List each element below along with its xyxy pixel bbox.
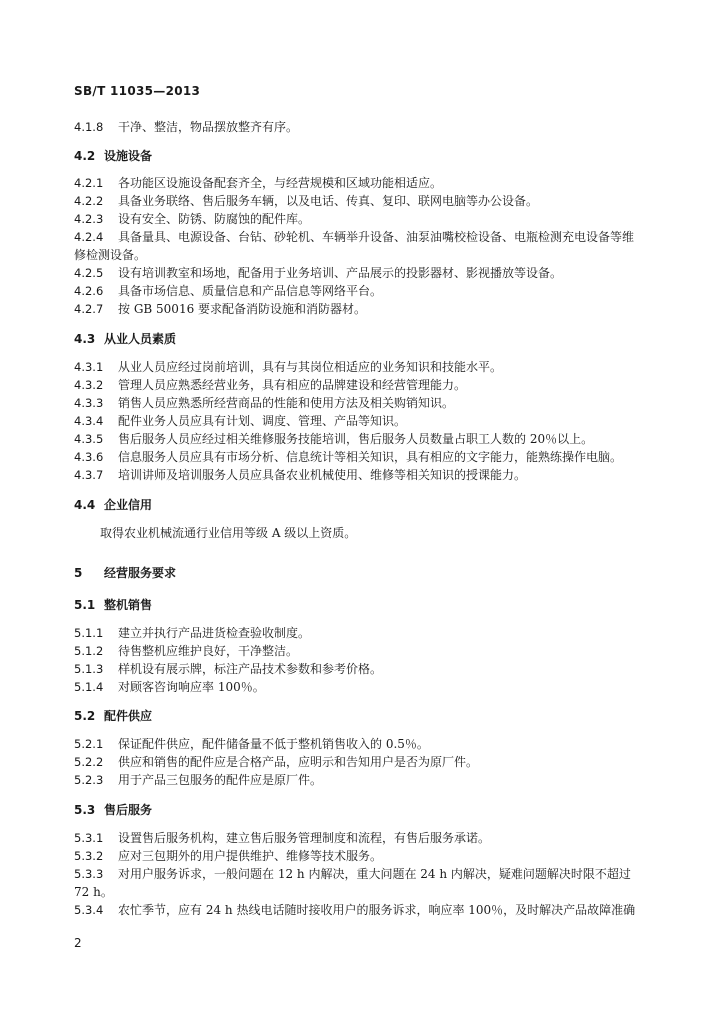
- clause-text: 农忙季节，应有 24 h 热线电话随时接收用户的服务诉求，响应率 100％，及时解决产品故障准确: [118, 903, 636, 917]
- clause-line: [74, 193, 654, 209]
- page-number: 2: [74, 936, 82, 950]
- clause-number: 4.3.6: [74, 450, 104, 464]
- heading-text: 整机销售: [104, 598, 153, 612]
- clause-line: [74, 866, 654, 882]
- section-heading: [74, 597, 654, 613]
- clause-number: 4.3.5: [74, 432, 104, 446]
- heading-text: 从业人员素质: [104, 332, 177, 346]
- clause-line: [74, 175, 654, 191]
- clause-text-line: [74, 884, 654, 900]
- clause-number: 4.2.7: [74, 302, 104, 316]
- clause-line: [74, 848, 654, 864]
- clause-line: [74, 643, 654, 659]
- clause-text: 各功能区设施设备配套齐全，与经营规模和区域功能相适应。: [118, 176, 443, 190]
- clause-text: 按 GB 50016 要求配备消防设施和消防器材。: [118, 302, 367, 316]
- clause-number: 4.3.3: [74, 396, 104, 410]
- standard-code: SB/T 11035—2013: [74, 84, 201, 98]
- clause-text: 待售整机应维护良好，干净整洁。: [118, 644, 299, 658]
- clause-text: 72 h。: [74, 885, 113, 899]
- clause-number: 5.3.4: [74, 903, 104, 917]
- clause-number: 5.1.2: [74, 644, 104, 658]
- clause-number: 4.2.1: [74, 176, 104, 190]
- clause-line: [74, 395, 654, 411]
- clause-text: 具备业务联络、售后服务车辆，以及电话、传真、复印、联网电脑等办公设备。: [118, 194, 539, 208]
- clause-number: 5.2: [74, 709, 96, 723]
- clause-text: 对用户服务诉求，一般问题在 12 h 内解决，重大问题在 24 h 内解决，疑难问题解决时限不超过: [118, 867, 631, 881]
- clause-line: [74, 679, 654, 695]
- clause-text: 取得农业机械流通行业信用等级 A 级以上资质。: [100, 526, 357, 540]
- clause-text: 具备量具、电源设备、台钻、砂轮机、车辆举升设备、油泵油嘴校检设备、电瓶检测充电设备等维: [118, 230, 635, 244]
- clause-number: 5.3.3: [74, 867, 104, 881]
- clause-text: 应对三包期外的用户提供维护、维修等技术服务。: [118, 849, 383, 863]
- clause-line: [74, 377, 654, 393]
- clause-text: 培训讲师及培训服务人员应具备农业机械使用、维修等相关知识的授课能力。: [118, 468, 527, 482]
- clause-text: 售后服务人员应经过相关维修服务技能培训，售后服务人员数量占职工人数的 20％以上。: [118, 432, 594, 446]
- clause-line: [74, 265, 654, 281]
- clause-text: 保证配件供应，配件储备量不低于整机销售收入的 0.5％。: [118, 737, 429, 751]
- clause-text: 修检测设备。: [74, 248, 147, 262]
- clause-text: 建立并执行产品进货检查验收制度。: [118, 626, 311, 640]
- clause-text: 具备市场信息、质量信息和产品信息等网络平台。: [118, 284, 383, 298]
- clause-number: 5.1.1: [74, 626, 104, 640]
- clause-line: [74, 359, 654, 375]
- clause-text: 设有安全、防锈、防腐蚀的配件库。: [118, 212, 311, 226]
- clause-number: 4.3.7: [74, 468, 104, 482]
- clause-line: [74, 902, 654, 918]
- clause-line: [74, 301, 654, 317]
- clause-line: [74, 772, 654, 788]
- clause-text: 销售人员应熟悉所经营商品的性能和使用方法及相关购销知识。: [118, 396, 455, 410]
- clause-line: [74, 119, 654, 135]
- clause-number: 5.2.2: [74, 755, 104, 769]
- clause-number: 5.3.2: [74, 849, 104, 863]
- clause-text: 从业人员应经过岗前培训，具有与其岗位相适应的业务知识和技能水平。: [118, 360, 503, 374]
- clause-line: [74, 467, 654, 483]
- clause-text: 信息服务人员应具有市场分析、信息统计等相关知识，具有相应的文字能力，能熟练操作电脑。: [118, 450, 623, 464]
- section-heading: [74, 565, 654, 581]
- clause-number: 4.2.2: [74, 194, 104, 208]
- section-heading: [74, 708, 654, 724]
- clause-text-line: [100, 525, 680, 541]
- clause-line: [74, 211, 654, 227]
- clause-number: 5.1.3: [74, 662, 104, 676]
- heading-text: 售后服务: [104, 803, 153, 817]
- section-heading: [74, 148, 654, 164]
- clause-number: 5.2.1: [74, 737, 104, 751]
- clause-text: 用于产品三包服务的配件应是原厂件。: [118, 773, 323, 787]
- clause-text: 干净、整洁，物品摆放整齐有序。: [118, 120, 299, 134]
- heading-text: 企业信用: [104, 498, 153, 512]
- clause-text: 配件业务人员应具有计划、调度、管理、产品等知识。: [118, 414, 407, 428]
- clause-line: [74, 754, 654, 770]
- clause-number: 4.3.1: [74, 360, 104, 374]
- clause-line: [74, 449, 654, 465]
- clause-line: [74, 661, 654, 677]
- clause-text: 设有培训教室和场地，配备用于业务培训、产品展示的投影器材、影视播放等设备。: [118, 266, 563, 280]
- clause-number: 4.4: [74, 498, 96, 512]
- clause-line: [74, 431, 654, 447]
- clause-text-line: [74, 247, 654, 263]
- clause-text: 对顾客咨询响应率 100％。: [118, 680, 265, 694]
- clause-number: 5.2.3: [74, 773, 104, 787]
- clause-text: 管理人员应熟悉经营业务，具有相应的品牌建设和经营管理能力。: [118, 378, 467, 392]
- clause-line: [74, 830, 654, 846]
- clause-line: [74, 283, 654, 299]
- clause-number: 4.2.4: [74, 230, 104, 244]
- clause-number: 5.3.1: [74, 831, 104, 845]
- clause-line: [74, 413, 654, 429]
- clause-number: 4.2: [74, 149, 96, 163]
- clause-text: 设置售后服务机构，建立售后服务管理制度和流程，有售后服务承诺。: [118, 831, 491, 845]
- heading-text: 配件供应: [104, 709, 153, 723]
- section-heading: [74, 497, 654, 513]
- clause-line: [74, 625, 654, 641]
- clause-number: 4.3.4: [74, 414, 104, 428]
- clause-number: 4.2.3: [74, 212, 104, 226]
- clause-number: 5: [74, 566, 83, 580]
- clause-text: 供应和销售的配件应是合格产品，应明示和告知用户是否为原厂件。: [118, 755, 479, 769]
- section-heading: [74, 802, 654, 818]
- clause-line: [74, 229, 654, 245]
- heading-text: 设施设备: [104, 149, 153, 163]
- clause-number: 4.2.5: [74, 266, 104, 280]
- clause-number: 5.1.4: [74, 680, 104, 694]
- section-heading: [74, 331, 654, 347]
- clause-number: 5.1: [74, 598, 96, 612]
- clause-number: 5.3: [74, 803, 96, 817]
- clause-number: 4.3: [74, 332, 96, 346]
- clause-line: [74, 736, 654, 752]
- clause-number: 4.2.6: [74, 284, 104, 298]
- clause-number: 4.3.2: [74, 378, 104, 392]
- heading-text: 经营服务要求: [104, 566, 177, 580]
- clause-text: 样机设有展示牌，标注产品技术参数和参考价格。: [118, 662, 383, 676]
- clause-number: 4.1.8: [74, 120, 104, 134]
